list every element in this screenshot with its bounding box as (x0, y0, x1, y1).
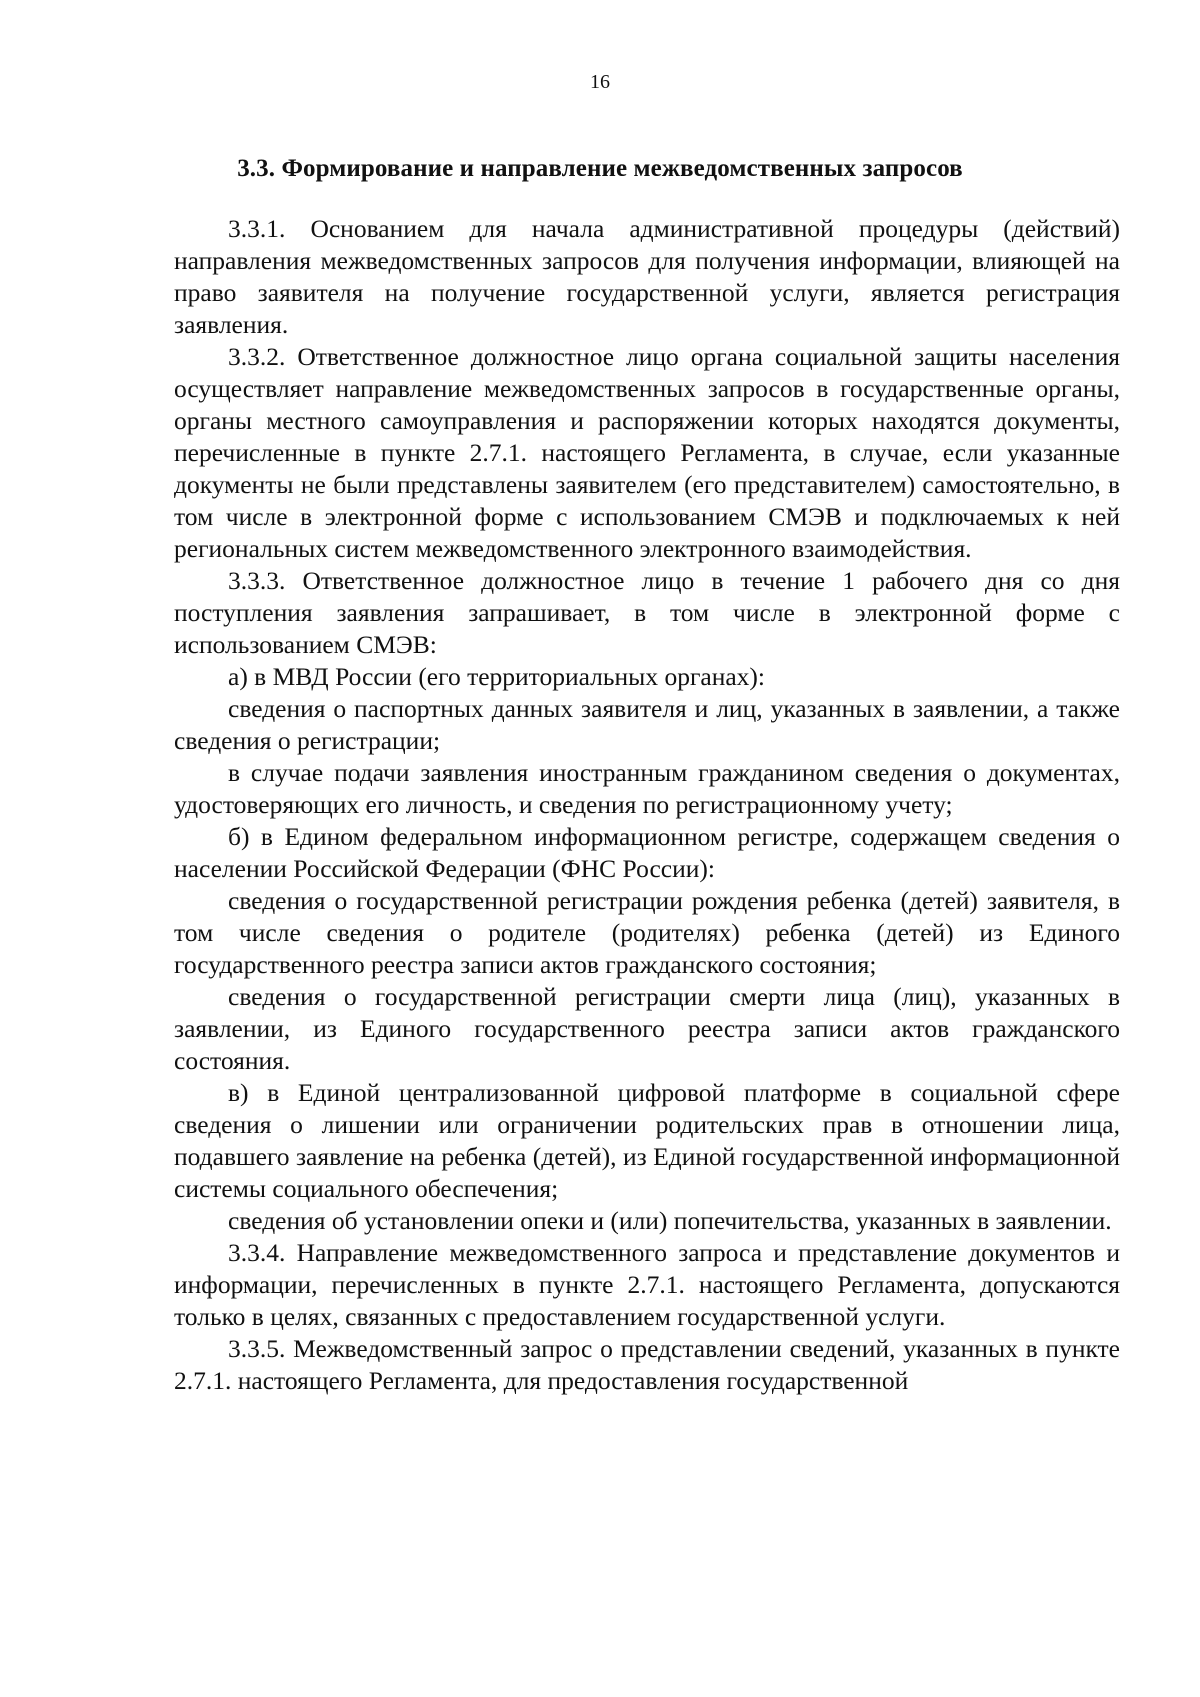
paragraph-item-b: б) в Едином федеральном информационном регистре, содержащем сведения о населении Российской Федерации (ФНС России): (174, 822, 1120, 883)
paragraph-3-3-2: 3.3.2. Ответственное должностное лицо органа социальной защиты населения осуществляет направление межведомственных запросов в государственные органы, органы местного самоуправления и распоряжении которых находятся документы, перечисленные в пункте 2.7.1. настоящего Регламента, в случае, если указанные документы не были представлены заявителем (его представителем) самостоятельно, в том числе в электронной форме с использованием СМЭВ и подключаемых к ней региональных систем межведомственного электронного взаимодействия. (174, 342, 1120, 563)
paragraph-3-3-3: 3.3.3. Ответственное должностное лицо в течение 1 рабочего дня со дня поступления заявления запрашивает, в том числе в электронной форме с использованием СМЭВ: (174, 566, 1120, 659)
paragraph-passport-data: сведения о паспортных данных заявителя и лиц, указанных в заявлении, а также сведения о регистрации; (174, 694, 1120, 755)
paragraph-death-registration: сведения о государственной регистрации смерти лица (лиц), указанных в заявлении, из Единого государственного реестра записи актов гражданского состояния. (174, 982, 1120, 1075)
paragraph-item-v: в) в Единой централизованной цифровой платформе в социальной сфере сведения о лишении или ограничении родительских прав в отношении лица, подавшего заявление на ребенка (детей), из Единой государственной информационной системы социального обеспечения; (174, 1078, 1120, 1203)
paragraph-3-3-5: 3.3.5. Межведомственный запрос о представлении сведений, указанных в пункте 2.7.1. настоящего Регламента, для предоставления государственной (174, 1334, 1120, 1395)
paragraph-birth-registration: сведения о государственной регистрации рождения ребенка (детей) заявителя, в том числе сведения о родителе (родителях) ребенка (детей) из Единого государственного реестра записи актов гражданского состояния; (174, 886, 1120, 979)
body-text (174, 213, 1120, 1397)
paragraph-item-a: а) в МВД России (его территориальных органах): (228, 662, 766, 691)
section-title: 3.3. Формирование и направление межведомственных запросов (237, 155, 963, 182)
paragraph-3-3-4: 3.3.4. Направление межведомственного запроса и представление документов и информации, перечисленных в пункте 2.7.1. настоящего Регламента, допускаются только в целях, связанных с предоставлением государственной услуги. (174, 1238, 1120, 1331)
page-number: 16 (590, 71, 610, 93)
paragraph-3-3-1: 3.3.1. Основанием для начала административной процедуры (действий) направления межведомственных запросов для получения информации, влияющей на право заявителя на получение государственной услуги, является регистрация заявления. (174, 214, 1120, 339)
paragraph-guardianship: сведения об установлении опеки и (или) попечительства, указанных в заявлении. (228, 1206, 1112, 1235)
paragraph-foreign-citizen: в случае подачи заявления иностранным гражданином сведения о документах, удостоверяющих его личность, и сведения по регистрационному учету; (174, 758, 1120, 819)
